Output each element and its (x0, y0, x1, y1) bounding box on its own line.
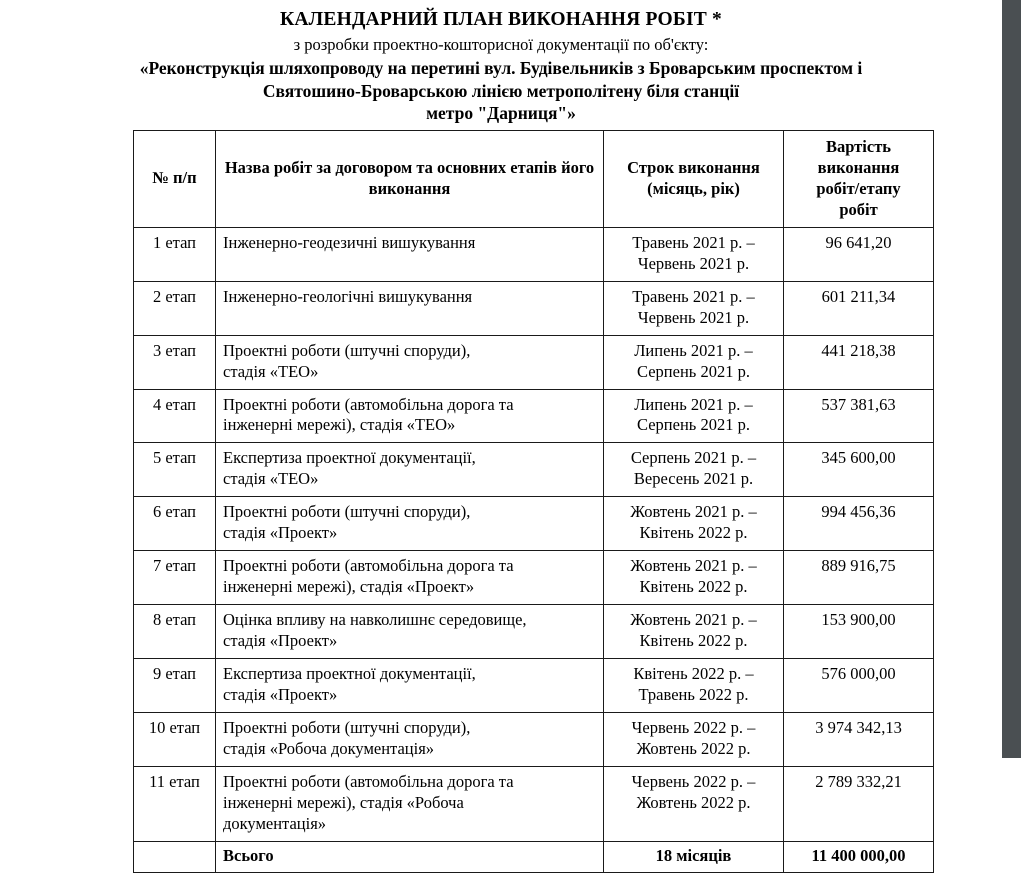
table-header-row (134, 131, 934, 228)
work-name-line-2: стадія «Проект» (223, 685, 338, 705)
column-header-cost (784, 131, 934, 228)
work-name-line-1: Інженерно-геодезичні вишукування (223, 232, 476, 252)
work-name-line-1: Оцінка впливу на навколишнє середовище, (223, 610, 527, 630)
term-line-2: Травень 2022 р. (638, 685, 749, 705)
cell-term (604, 712, 784, 766)
cell-term (604, 497, 784, 551)
cell-term (604, 227, 784, 281)
cell-stage-number: 11 етап (134, 766, 216, 841)
term-line-2: Квітень 2022 р. (639, 523, 748, 543)
work-name-line-2: стадія «Робоча документація» (223, 738, 435, 758)
cell-cost: 537 381,63 (784, 389, 934, 443)
term-line-2: Червень 2021 р. (637, 253, 750, 273)
table-row (134, 281, 934, 335)
table-row (134, 712, 934, 766)
column-header-number: № п/п (134, 131, 216, 228)
column-header-cost-line-1: Вартість (825, 137, 892, 156)
term-line-1: Травень 2021 р. – (632, 286, 755, 306)
cell-work-name (216, 281, 604, 335)
object-name-line-1: «Реконструкція шляхопроводу на перетині вул. Будівельників з Броварським проспектом і (139, 58, 863, 79)
column-header-cost-line-4: робіт (839, 199, 878, 219)
cell-work-name (216, 712, 604, 766)
cell-term (604, 335, 784, 389)
total-cost: 11 400 000,00 (784, 841, 934, 872)
term-line-1: Червень 2022 р. – (631, 771, 756, 791)
page-title: КАЛЕНДАРНИЙ ПЛАН ВИКОНАННЯ РОБІТ * (280, 9, 722, 30)
cell-work-name (216, 443, 604, 497)
table-row (134, 497, 934, 551)
cell-stage-number: 10 етап (134, 712, 216, 766)
work-name-line-2: стадія «Проект» (223, 523, 338, 543)
cell-cost: 345 600,00 (784, 443, 934, 497)
term-line-2: Квітень 2022 р. (639, 577, 748, 597)
cell-stage-number: 8 етап (134, 605, 216, 659)
schedule-table-wrapper (133, 130, 933, 873)
table-row (134, 335, 934, 389)
cell-term (604, 443, 784, 497)
column-header-cost-line-3: робіт/етапу (816, 178, 901, 198)
cell-stage-number: 7 етап (134, 551, 216, 605)
cell-stage-number: 2 етап (134, 281, 216, 335)
cell-cost: 889 916,75 (784, 551, 934, 605)
column-header-name-line-2: його виконання (368, 157, 595, 198)
work-name-line-2: інженерні мережі), стадія «Проект» (223, 577, 475, 597)
work-name-line-1: Проектні роботи (автомобільна дорога та (223, 394, 514, 414)
table-row (134, 659, 934, 713)
cell-term (604, 389, 784, 443)
cell-work-name (216, 389, 604, 443)
cell-work-name (216, 497, 604, 551)
column-header-cost-line-2: виконання (817, 157, 900, 177)
term-line-1: Серпень 2021 р. – (630, 448, 757, 468)
work-name-line-2: інженерні мережі), стадія «ТЕО» (223, 415, 456, 435)
cell-stage-number: 4 етап (134, 389, 216, 443)
document-subtitle: з розробки проектно-кошторисної документації по об'єкту: (293, 34, 709, 54)
column-header-name-line-1: Назва робіт за договором та основних етапів (224, 157, 557, 177)
table-body (134, 227, 934, 872)
table-row (134, 443, 934, 497)
work-name-line-2: інженерні мережі), стадія «Робоча (223, 792, 464, 812)
term-line-2: Вересень 2021 р. (633, 469, 754, 489)
term-line-1: Липень 2021 р. – (634, 340, 753, 360)
cell-term (604, 766, 784, 841)
term-line-1: Липень 2021 р. – (634, 394, 753, 414)
term-line-2: Квітень 2022 р. (639, 631, 748, 651)
work-name-line-1: Проектні роботи (штучні споруди), (223, 340, 471, 360)
cell-stage-number: 5 етап (134, 443, 216, 497)
table-row (134, 551, 934, 605)
object-name-line-3: метро "Дарниця"» (426, 102, 576, 123)
work-name-line-1: Інженерно-геологічні вишукування (223, 286, 473, 306)
cell-cost: 96 641,20 (784, 227, 934, 281)
term-line-2: Жовтень 2022 р. (636, 792, 751, 812)
cell-stage-number: 1 етап (134, 227, 216, 281)
cell-cost: 153 900,00 (784, 605, 934, 659)
table-row (134, 605, 934, 659)
cell-stage-number: 3 етап (134, 335, 216, 389)
document-header (101, 0, 901, 124)
term-line-2: Жовтень 2022 р. (636, 738, 751, 758)
cell-term (604, 659, 784, 713)
term-line-1: Жовтень 2021 р. – (630, 556, 757, 576)
term-line-2: Серпень 2021 р. (637, 415, 750, 435)
total-term: 18 місяців (604, 841, 784, 872)
term-line-1: Травень 2021 р. – (632, 232, 755, 252)
total-label: Всього (216, 841, 604, 872)
cell-work-name (216, 227, 604, 281)
term-line-1: Жовтень 2021 р. – (630, 610, 757, 630)
cell-work-name (216, 551, 604, 605)
work-name-line-2: стадія «ТЕО» (223, 469, 319, 489)
work-name-line-1: Проектні роботи (автомобільна дорога та (223, 771, 514, 791)
column-header-term (604, 131, 784, 228)
work-name-line-2: стадія «Проект» (223, 631, 338, 651)
cell-cost: 994 456,36 (784, 497, 934, 551)
work-name-line-2: стадія «ТЕО» (223, 361, 319, 381)
cell-cost: 2 789 332,21 (784, 766, 934, 841)
column-header-name (216, 131, 604, 228)
table-row (134, 227, 934, 281)
work-name-line-1: Проектні роботи (штучні споруди), (223, 502, 471, 522)
object-name-line-2: Святошино-Броварською лінією метрополітену біля станції (262, 80, 740, 101)
cell-work-name (216, 335, 604, 389)
work-name-line-1: Експертиза проектної документації, (223, 664, 476, 684)
cell-work-name (216, 659, 604, 713)
term-line-1: Жовтень 2021 р. – (630, 502, 757, 522)
cell-term (604, 281, 784, 335)
cell-work-name (216, 605, 604, 659)
work-name-line-1: Проектні роботи (штучні споруди), (223, 717, 471, 737)
cell-cost: 601 211,34 (784, 281, 934, 335)
table-row (134, 766, 934, 841)
cell-cost: 3 974 342,13 (784, 712, 934, 766)
cell-stage-number: 9 етап (134, 659, 216, 713)
cell-stage-number: 6 етап (134, 497, 216, 551)
total-empty-cell (134, 841, 216, 872)
document-object-name (101, 57, 901, 124)
table-total-row (134, 841, 934, 872)
table-row (134, 389, 934, 443)
term-line-2: Серпень 2021 р. (637, 361, 750, 381)
column-header-term-line-1: Строк виконання (627, 157, 760, 177)
cell-cost: 441 218,38 (784, 335, 934, 389)
cell-cost: 576 000,00 (784, 659, 934, 713)
right-edge-gutter (1002, 0, 1021, 758)
cell-work-name (216, 766, 604, 841)
term-line-2: Червень 2021 р. (637, 307, 750, 327)
work-name-line-3: документація» (223, 813, 327, 833)
work-name-line-1: Експертиза проектної документації, (223, 448, 476, 468)
table-header (134, 131, 934, 228)
cell-term (604, 551, 784, 605)
term-line-1: Червень 2022 р. – (631, 717, 756, 737)
column-header-term-line-2: (місяць, рік) (647, 178, 740, 198)
schedule-table (133, 130, 934, 873)
work-name-line-1: Проектні роботи (автомобільна дорога та (223, 556, 514, 576)
term-line-1: Квітень 2022 р. – (633, 664, 754, 684)
cell-term (604, 605, 784, 659)
